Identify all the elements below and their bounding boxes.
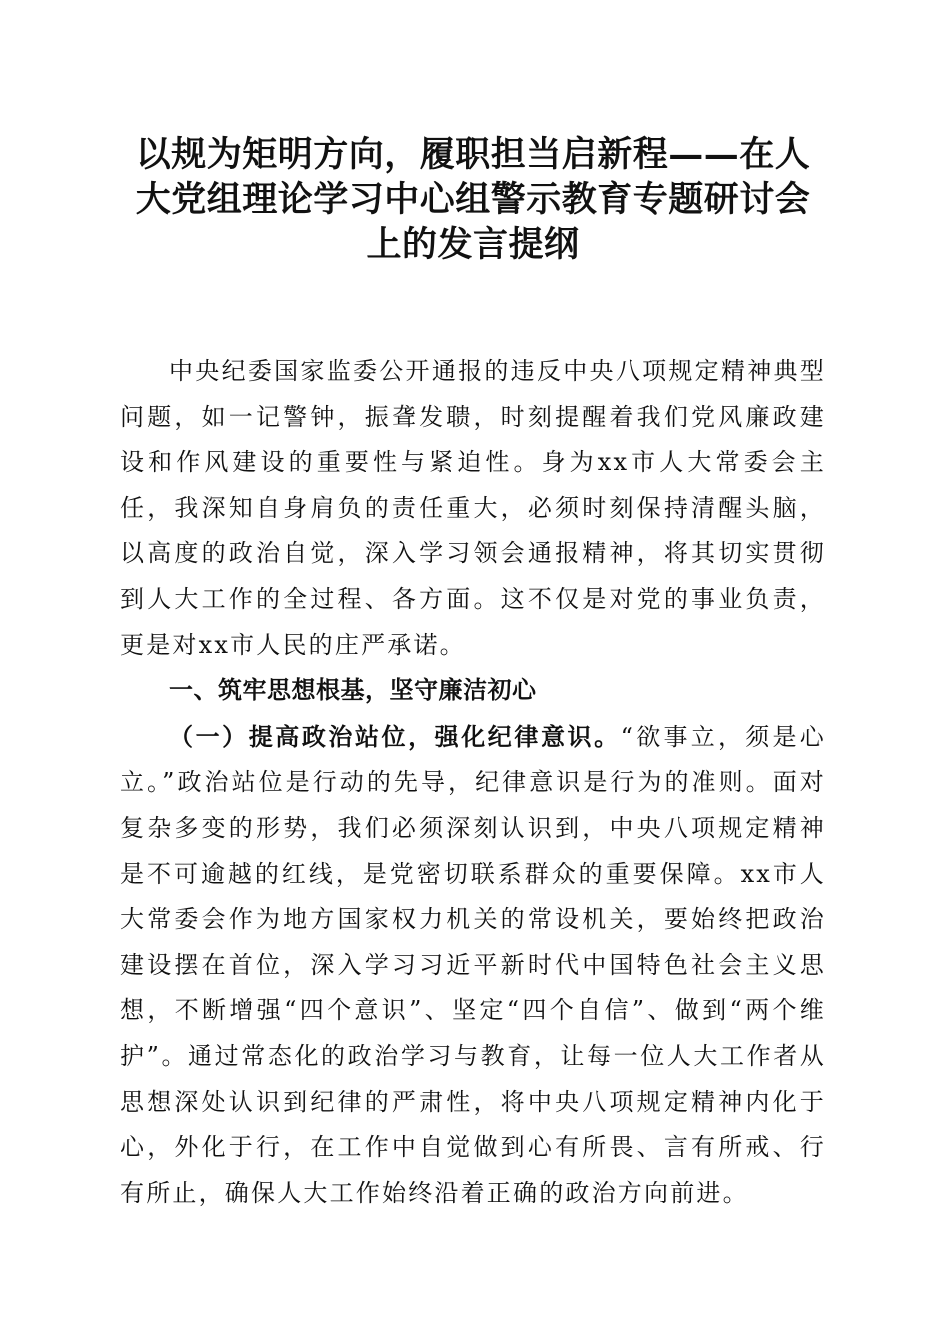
subsection-paragraph [120, 714, 826, 1217]
document-page [120, 132, 826, 1216]
intro-paragraph: 中央纪委国家监委公开通报的违反中央八项规定精神典型问题，如一记警钟，振聋发聩，时刻提醒着我们党风廉政建设和作风建设的重要性与紧迫性。身为xx市人大常委会主任，我深知自身肩负的责任重大，必须时刻保持清醒头脑，以高度的政治自觉，深入学习领会通报精神，将其切实贯彻到人大工作的全过程、各方面。这不仅是对党的事业负责，更是对xx市人民的庄严承诺。 [120, 357, 826, 659]
subsection-heading: （一）提高政治站位，强化纪律意识。 [169, 721, 621, 751]
document-title: 以规为矩明方向，履职担当启新程——在人大党组理论学习中心组警示教育专题研讨会上的发言提纲 [135, 134, 811, 265]
subsection-body: “欲事立，须是心立。”政治站位是行动的先导，纪律意识是行为的准则。面对复杂多变的形势，我们必须深刻认识到，中央八项规定精神是不可逾越的红线，是党密切联系群众的重要保障。xx市人大常委会作为地方国家权力机关的常设机关，要始终把政治建设摆在首位，深入学习习近平新时代中国特色社会主义思想，不断增强“四个意识”、坚定“四个自信”、做到“两个维护”。通过常态化的政治学习与教育，让每一位人大工作者从思想深处认识到纪律的严肃性，将中央八项规定精神内化于心，外化于行，在工作中自觉做到心有所畏、言有所戒、行有所止，确保人大工作始终沿着正确的政治方向前进。 [120, 722, 826, 1207]
title-spacer [120, 267, 826, 349]
section-heading: 一、筑牢思想根基，坚守廉洁初心 [169, 676, 537, 705]
